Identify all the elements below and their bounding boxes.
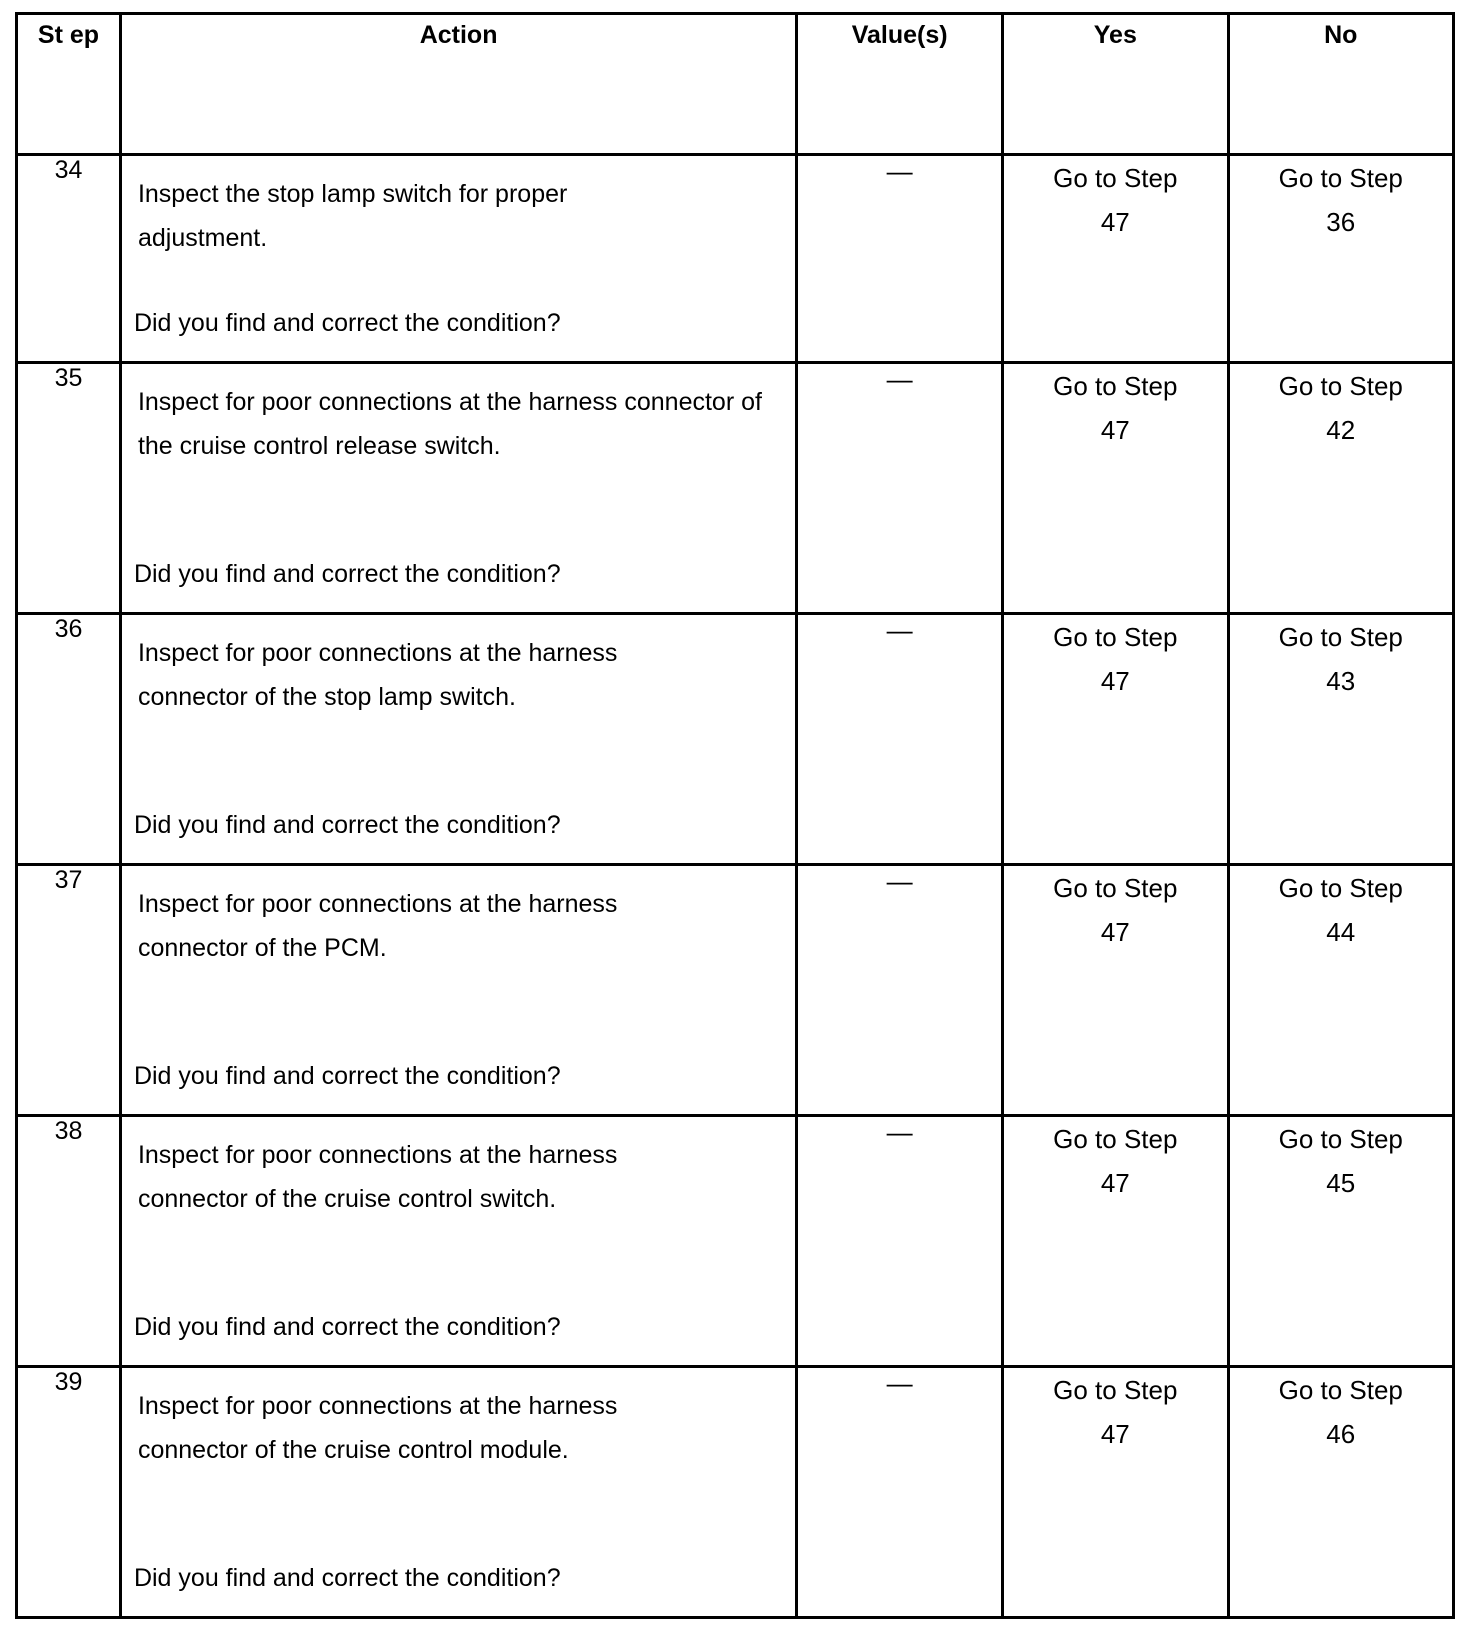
action-question: Did you find and correct the condition? (133, 1062, 561, 1090)
table-row (17, 363, 1454, 614)
yes-cell (1003, 865, 1228, 1116)
value-cell: — (797, 155, 1003, 363)
action-question: Did you find and correct the condition? (133, 309, 561, 337)
no-goto-step: 42 (1326, 415, 1356, 445)
header-no: No (1228, 14, 1453, 155)
yes-cell (1003, 363, 1228, 614)
action-instruction: Inspect for poor connections at the harness connector of the cruise control module. (137, 1392, 618, 1464)
table-row (17, 614, 1454, 865)
value-cell: — (797, 363, 1003, 614)
step-number: 34 (17, 155, 121, 363)
yes-goto-step: 47 (1100, 207, 1130, 237)
no-goto-step: 45 (1326, 1168, 1356, 1198)
table-row (17, 865, 1454, 1116)
table-row (17, 155, 1454, 363)
no-goto-text: Go to Step (1278, 371, 1403, 401)
action-cell (120, 363, 796, 614)
value-cell: — (797, 614, 1003, 865)
no-cell (1228, 1116, 1453, 1367)
yes-goto-text: Go to Step (1053, 163, 1178, 193)
no-goto-text: Go to Step (1278, 873, 1403, 903)
action-cell (120, 155, 796, 363)
no-cell (1228, 865, 1453, 1116)
step-number: 36 (17, 614, 121, 865)
table-row (17, 1367, 1454, 1618)
yes-goto-text: Go to Step (1053, 873, 1178, 903)
action-cell (120, 614, 796, 865)
value-cell: — (797, 1116, 1003, 1367)
yes-goto-step: 47 (1100, 917, 1130, 947)
value-cell: — (797, 865, 1003, 1116)
no-cell (1228, 363, 1453, 614)
no-goto-text: Go to Step (1278, 622, 1403, 652)
value-cell: — (797, 1367, 1003, 1618)
no-goto-text: Go to Step (1278, 1124, 1403, 1154)
yes-cell (1003, 155, 1228, 363)
yes-goto-text: Go to Step (1053, 1124, 1178, 1154)
action-question: Did you find and correct the condition? (133, 560, 561, 588)
no-cell (1228, 1367, 1453, 1618)
no-goto-step: 46 (1326, 1419, 1356, 1449)
yes-cell (1003, 614, 1228, 865)
action-instruction: Inspect for poor connections at the harness connector of the cruise control switch. (137, 1141, 618, 1213)
yes-goto-text: Go to Step (1053, 622, 1178, 652)
no-goto-step: 43 (1326, 666, 1356, 696)
header-row (17, 14, 1454, 155)
step-number: 38 (17, 1116, 121, 1367)
no-goto-step: 36 (1326, 207, 1356, 237)
action-question: Did you find and correct the condition? (133, 1564, 561, 1592)
no-cell (1228, 614, 1453, 865)
step-number: 39 (17, 1367, 121, 1618)
no-goto-text: Go to Step (1278, 163, 1403, 193)
header-yes: Yes (1003, 14, 1228, 155)
step-number: 37 (17, 865, 121, 1116)
yes-cell (1003, 1116, 1228, 1367)
header-action: Action (120, 14, 796, 155)
yes-goto-step: 47 (1100, 666, 1130, 696)
action-instruction: Inspect for poor connections at the harness connector of the cruise control release switch. (137, 388, 762, 460)
no-goto-step: 44 (1326, 917, 1356, 947)
action-instruction: Inspect for poor connections at the harness connector of the PCM. (137, 890, 618, 962)
table-row (17, 1116, 1454, 1367)
yes-goto-text: Go to Step (1053, 1375, 1178, 1405)
header-step: St ep (17, 14, 121, 155)
action-cell (120, 865, 796, 1116)
yes-goto-text: Go to Step (1053, 371, 1178, 401)
diagnostic-table (15, 12, 1455, 1619)
yes-goto-step: 47 (1100, 415, 1130, 445)
header-values: Value(s) (797, 14, 1003, 155)
no-goto-text: Go to Step (1278, 1375, 1403, 1405)
action-cell (120, 1367, 796, 1618)
yes-goto-step: 47 (1100, 1419, 1130, 1449)
action-instruction: Inspect for poor connections at the harness connector of the stop lamp switch. (137, 639, 618, 711)
yes-goto-step: 47 (1100, 1168, 1130, 1198)
action-instruction: Inspect the stop lamp switch for proper adjustment. (137, 180, 568, 252)
action-question: Did you find and correct the condition? (133, 1313, 561, 1341)
action-question: Did you find and correct the condition? (133, 811, 561, 839)
yes-cell (1003, 1367, 1228, 1618)
step-number: 35 (17, 363, 121, 614)
action-cell (120, 1116, 796, 1367)
no-cell (1228, 155, 1453, 363)
